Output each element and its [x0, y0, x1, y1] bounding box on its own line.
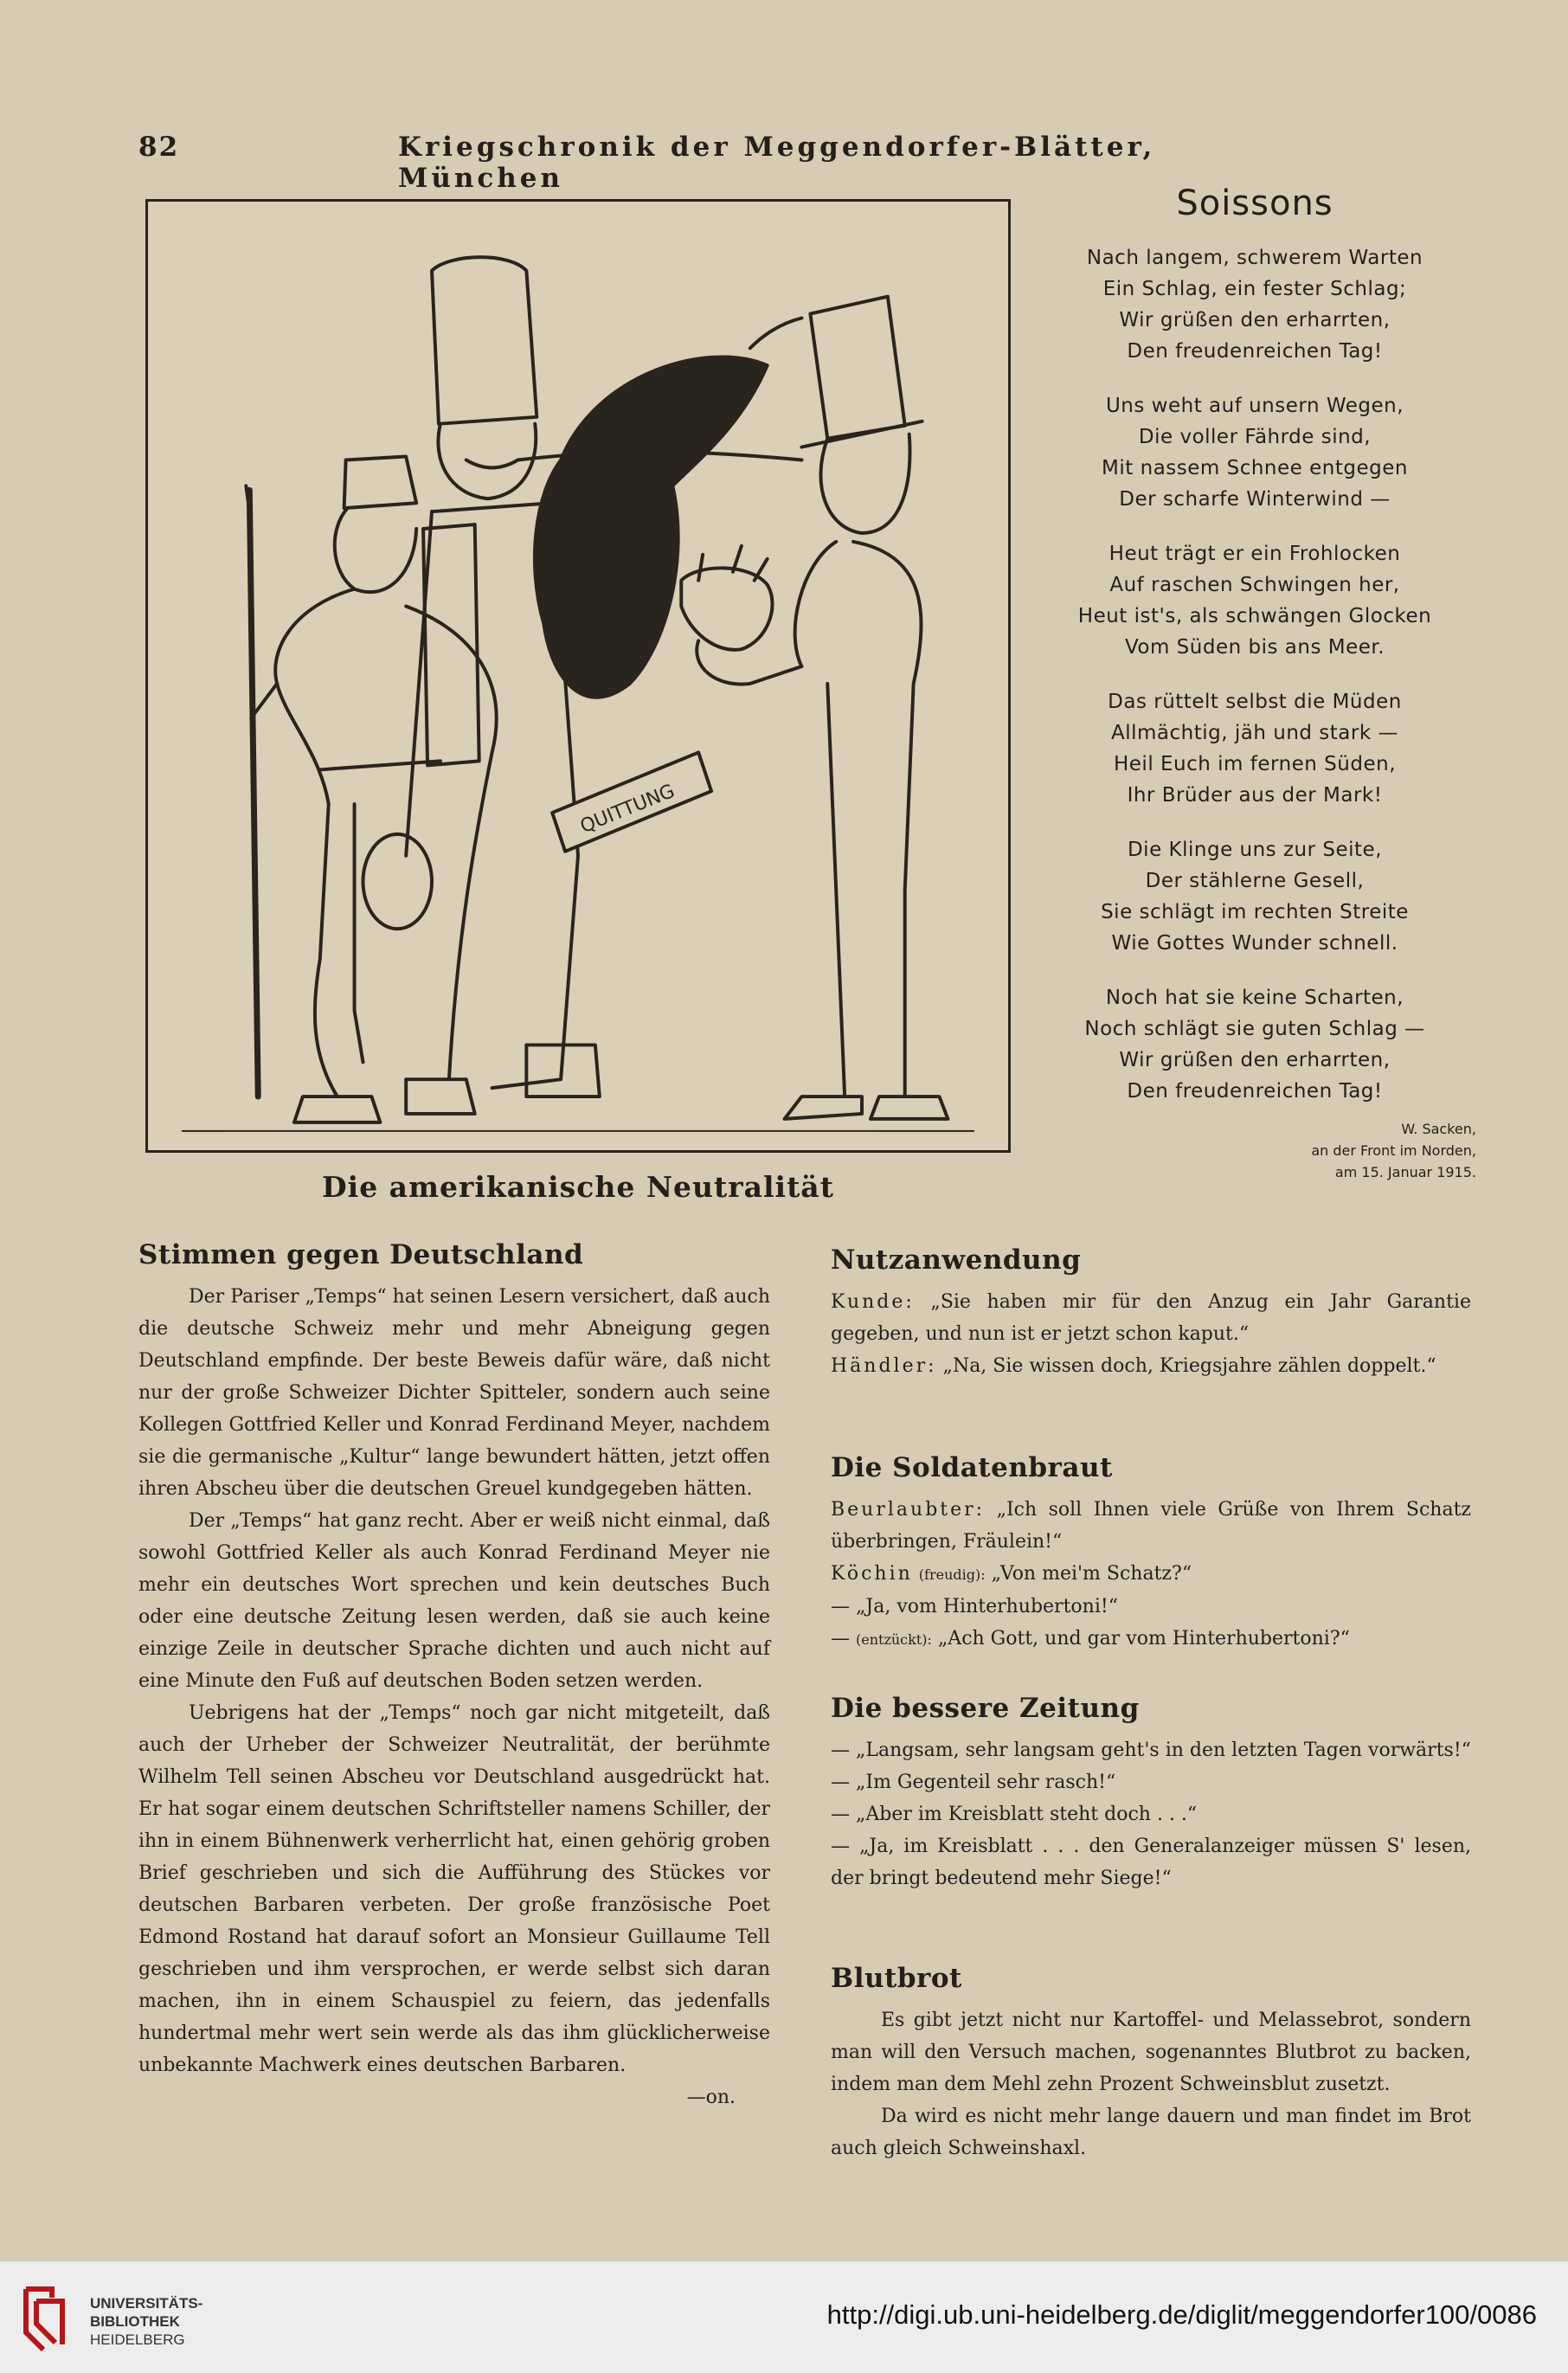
paragraph-text: Uebrigens hat der „Temps“ noch gar nicht mitgeteilt, daß auch der Urheber der Schweizer Neutralität, der berühmte Wilhelm Tell seinen Abscheu vor Deutschland ausgedrückt hat. Er hat sogar einem deutschen Schriftsteller namens Schiller, der ihn in einem Bühnenwerk verherrlicht hat, einen gehörig groben Brief geschrieben und sich die Aufführung des Stückes vor deutschen Barbaren verbeten. Der große französische Poet Edmond Rostand hat darauf sofort an Monsieur Guillaume Tell geschrieben und ihm versprochen, er werde selbst sich daran machen, ihn in einem Schauspiel zu feiern, das jedenfalls hundertmal mehr wert sein werde als das ihm glücklicherweise unbekannte Machwerk eines deutschen Barbaren.	[138, 1702, 770, 2076]
poem-line: Den freudenreichen Tag!	[1127, 340, 1383, 363]
library-name-line: HEIDELBERG	[90, 2331, 185, 2348]
poem-line: Die Klinge uns zur Seite,	[1127, 839, 1383, 861]
poem-line: Ihr Brüder aus der Mark!	[1127, 784, 1383, 807]
receipt-sign-label: QUITTUNG	[577, 780, 678, 839]
article-paragraph: Der „Temps“ hat ganz recht. Aber er weiß nicht einmal, daß sowohl Gottfried Keller als auch Konrad Ferdinand Meyer nie mehr ein deutsches Wort sprechen und kein deutsches Buch oder eine deutsche Zeitung lesen werden, daß sie auch keine einzige Zeile in deutscher Sprache dichten und auch nicht auf eine Minute den Fuß auf deutschen Boden setzen werden.	[138, 1510, 770, 1692]
poem-attribution	[1186, 1118, 1476, 1183]
library-name-line: UNIVERSITÄTS-	[90, 2295, 203, 2312]
poem-stanza	[1030, 686, 1480, 811]
poem-line: Nach langem, schwerem Warten	[1086, 247, 1423, 269]
stage-direction: (entzückt):	[856, 1631, 932, 1648]
article-bessere-zeitung	[831, 1693, 1471, 1894]
cartoon-caption: Die amerikanische Neutralität	[322, 1170, 834, 1204]
library-name-line: BIBLIOTHEK	[90, 2313, 180, 2330]
poem-line: Der scharfe Winterwind —	[1119, 488, 1391, 511]
poem-line: Heut ist's, als schwängen Glocken	[1077, 605, 1432, 627]
poem-line: Noch hat sie keine Scharten,	[1105, 987, 1404, 1009]
dialog-text: „Ach Gott, und gar vom Hinterhubertoni?“	[937, 1628, 1350, 1650]
poem-stanza	[1030, 538, 1480, 663]
article-title: Blutbrot	[831, 1963, 962, 1994]
dialog-line: — (entzückt): „Ach Gott, und gar vom Hinterhubertoni?“	[831, 1628, 1350, 1650]
page-number: 82	[138, 132, 180, 163]
poem-line: Der stählerne Gesell,	[1145, 870, 1365, 892]
poem-line: Heut trägt er ein Frohlocken	[1109, 543, 1401, 565]
speaker: Händler:	[831, 1355, 937, 1377]
article-nutzanwendung	[831, 1244, 1471, 1382]
poem-line: Vom Süden bis ans Meer.	[1124, 636, 1385, 659]
poem-line: Die voller Fährde sind,	[1138, 426, 1372, 448]
poem-line: Auf raschen Schwingen her,	[1109, 574, 1400, 596]
poem-soissons	[1030, 183, 1480, 1130]
dialog-line: — „Aber im Kreisblatt steht doch . . .“	[831, 1804, 1198, 1825]
dialog-line: — „Langsam, sehr langsam geht's in den letzten Tagen vorwärts!“	[831, 1740, 1471, 1761]
article-soldatenbraut	[831, 1452, 1471, 1656]
poem-title: Soissons	[1176, 183, 1333, 223]
dialog-line	[831, 1558, 1471, 1591]
poem-line: Heil Euch im fernen Süden,	[1113, 753, 1396, 775]
dialog-line: — „Ja, vom Hinterhubertoni!“	[831, 1596, 1118, 1617]
cartoon-illustration	[145, 199, 1011, 1153]
library-footer	[0, 2260, 1568, 2373]
speaker: Kunde:	[831, 1291, 915, 1313]
poem-author: W. Sacken,	[1401, 1121, 1476, 1137]
dialog-line	[831, 1286, 1471, 1350]
article-paragraph: Der Pariser „Temps“ hat seinen Lesern versichert, daß auch die deutsche Schweiz mehr und mehr Abneigung gegen Deutschland empfinde. Der beste Beweis dafür wäre, daß nicht nur der große Schweizer Dichter Spitteler, sondern auch seine Kollegen Gottfried Keller und Konrad Ferdinand Meyer, nachdem sie die germanische „Kultur“ lange bewundert hätten, jetzt offen ihren Abscheu über die deutschen Greuel kundgegeben hätten.	[138, 1286, 770, 1500]
speaker: Köchin	[831, 1563, 913, 1585]
source-url-link[interactable]: http://digi.ub.uni-heidelberg.de/diglit/meggendorfer100/0086	[826, 2299, 1537, 2330]
dialog-line: — „Ja, im Kreisblatt . . . den Generalanzeiger müssen S' lesen, der bringt bedeutend mehr Siege!“	[831, 1836, 1471, 1889]
article-paragraph	[138, 1697, 770, 2113]
poem-line: Noch schlägt sie guten Schlag —	[1084, 1018, 1425, 1040]
article-title: Die Soldatenbraut	[831, 1452, 1113, 1483]
article-stimmen	[138, 1239, 770, 2113]
dialog-line: — „Im Gegenteil sehr rasch!“	[831, 1772, 1116, 1793]
poem-location: an der Front im Norden,	[1311, 1142, 1476, 1159]
poem-line: Mit nassem Schnee entgegen	[1102, 457, 1408, 479]
poem-line: Ein Schlag, ein fester Schlag;	[1102, 278, 1407, 300]
poem-line: Allmächtig, jäh und stark —	[1111, 722, 1398, 744]
poem-date: am 15. Januar 1915.	[1334, 1164, 1476, 1180]
article-blutbrot	[831, 1963, 1471, 2164]
poem-line: Das rüttelt selbst die Müden	[1108, 691, 1402, 713]
article-title: Nutzanwendung	[831, 1244, 1082, 1276]
dialog-text: „Sie haben mir für den Anzug ein Jahr Garantie gegeben, und nun ist er jetzt schon kaput.“	[831, 1291, 1471, 1345]
poem-stanza	[1030, 834, 1480, 959]
poem-line: Wie Gottes Wunder schnell.	[1111, 932, 1398, 955]
cartoon-drawing	[148, 202, 1008, 1150]
article-signature: —on.	[686, 2087, 736, 2108]
article-paragraph: Da wird es nicht mehr lange dauern und man findet im Brot auch gleich Schweinshaxl.	[831, 2106, 1471, 2159]
poem-line: Den freudenreichen Tag!	[1127, 1080, 1383, 1103]
dialog-text: „Na, Sie wissen doch, Kriegsjahre zählen doppelt.“	[942, 1355, 1436, 1377]
poem-stanza	[1030, 242, 1480, 367]
poem-stanza	[1030, 390, 1480, 515]
article-title: Die bessere Zeitung	[831, 1693, 1140, 1724]
header-title: Kriegschronik der Meggendorfer-Blätter, München	[398, 132, 1156, 194]
dialog-text: „Von mei'm Schatz?“	[991, 1563, 1192, 1585]
dialog-line	[831, 1350, 1471, 1382]
library-name	[90, 2294, 202, 2349]
speaker: Beurlaubter:	[831, 1499, 986, 1521]
poem-line: Wir grüßen den erharrten,	[1119, 1049, 1391, 1071]
poem-stanza	[1030, 982, 1480, 1107]
stage-direction: (freudig):	[918, 1566, 986, 1583]
poem-line: Uns weht auf unsern Wegen,	[1105, 395, 1404, 417]
dialog-text: „Ich soll Ihnen viele Grüße von Ihrem Schatz überbringen, Fräulein!“	[831, 1499, 1472, 1553]
poem-line: Sie schlägt im rechten Streite	[1101, 901, 1409, 923]
university-library-logo	[17, 2280, 78, 2355]
article-title: Stimmen gegen Deutschland	[138, 1239, 584, 1270]
poem-line: Wir grüßen den erharrten,	[1119, 309, 1391, 331]
dialog-line	[831, 1494, 1471, 1558]
article-paragraph: Es gibt jetzt nicht nur Kartoffel- und Melassebrot, sondern man will den Versuch machen, sogenanntes Blutbrot zu backen, indem man dem Mehl zehn Prozent Schweinsblut zusetzt.	[831, 2010, 1471, 2095]
